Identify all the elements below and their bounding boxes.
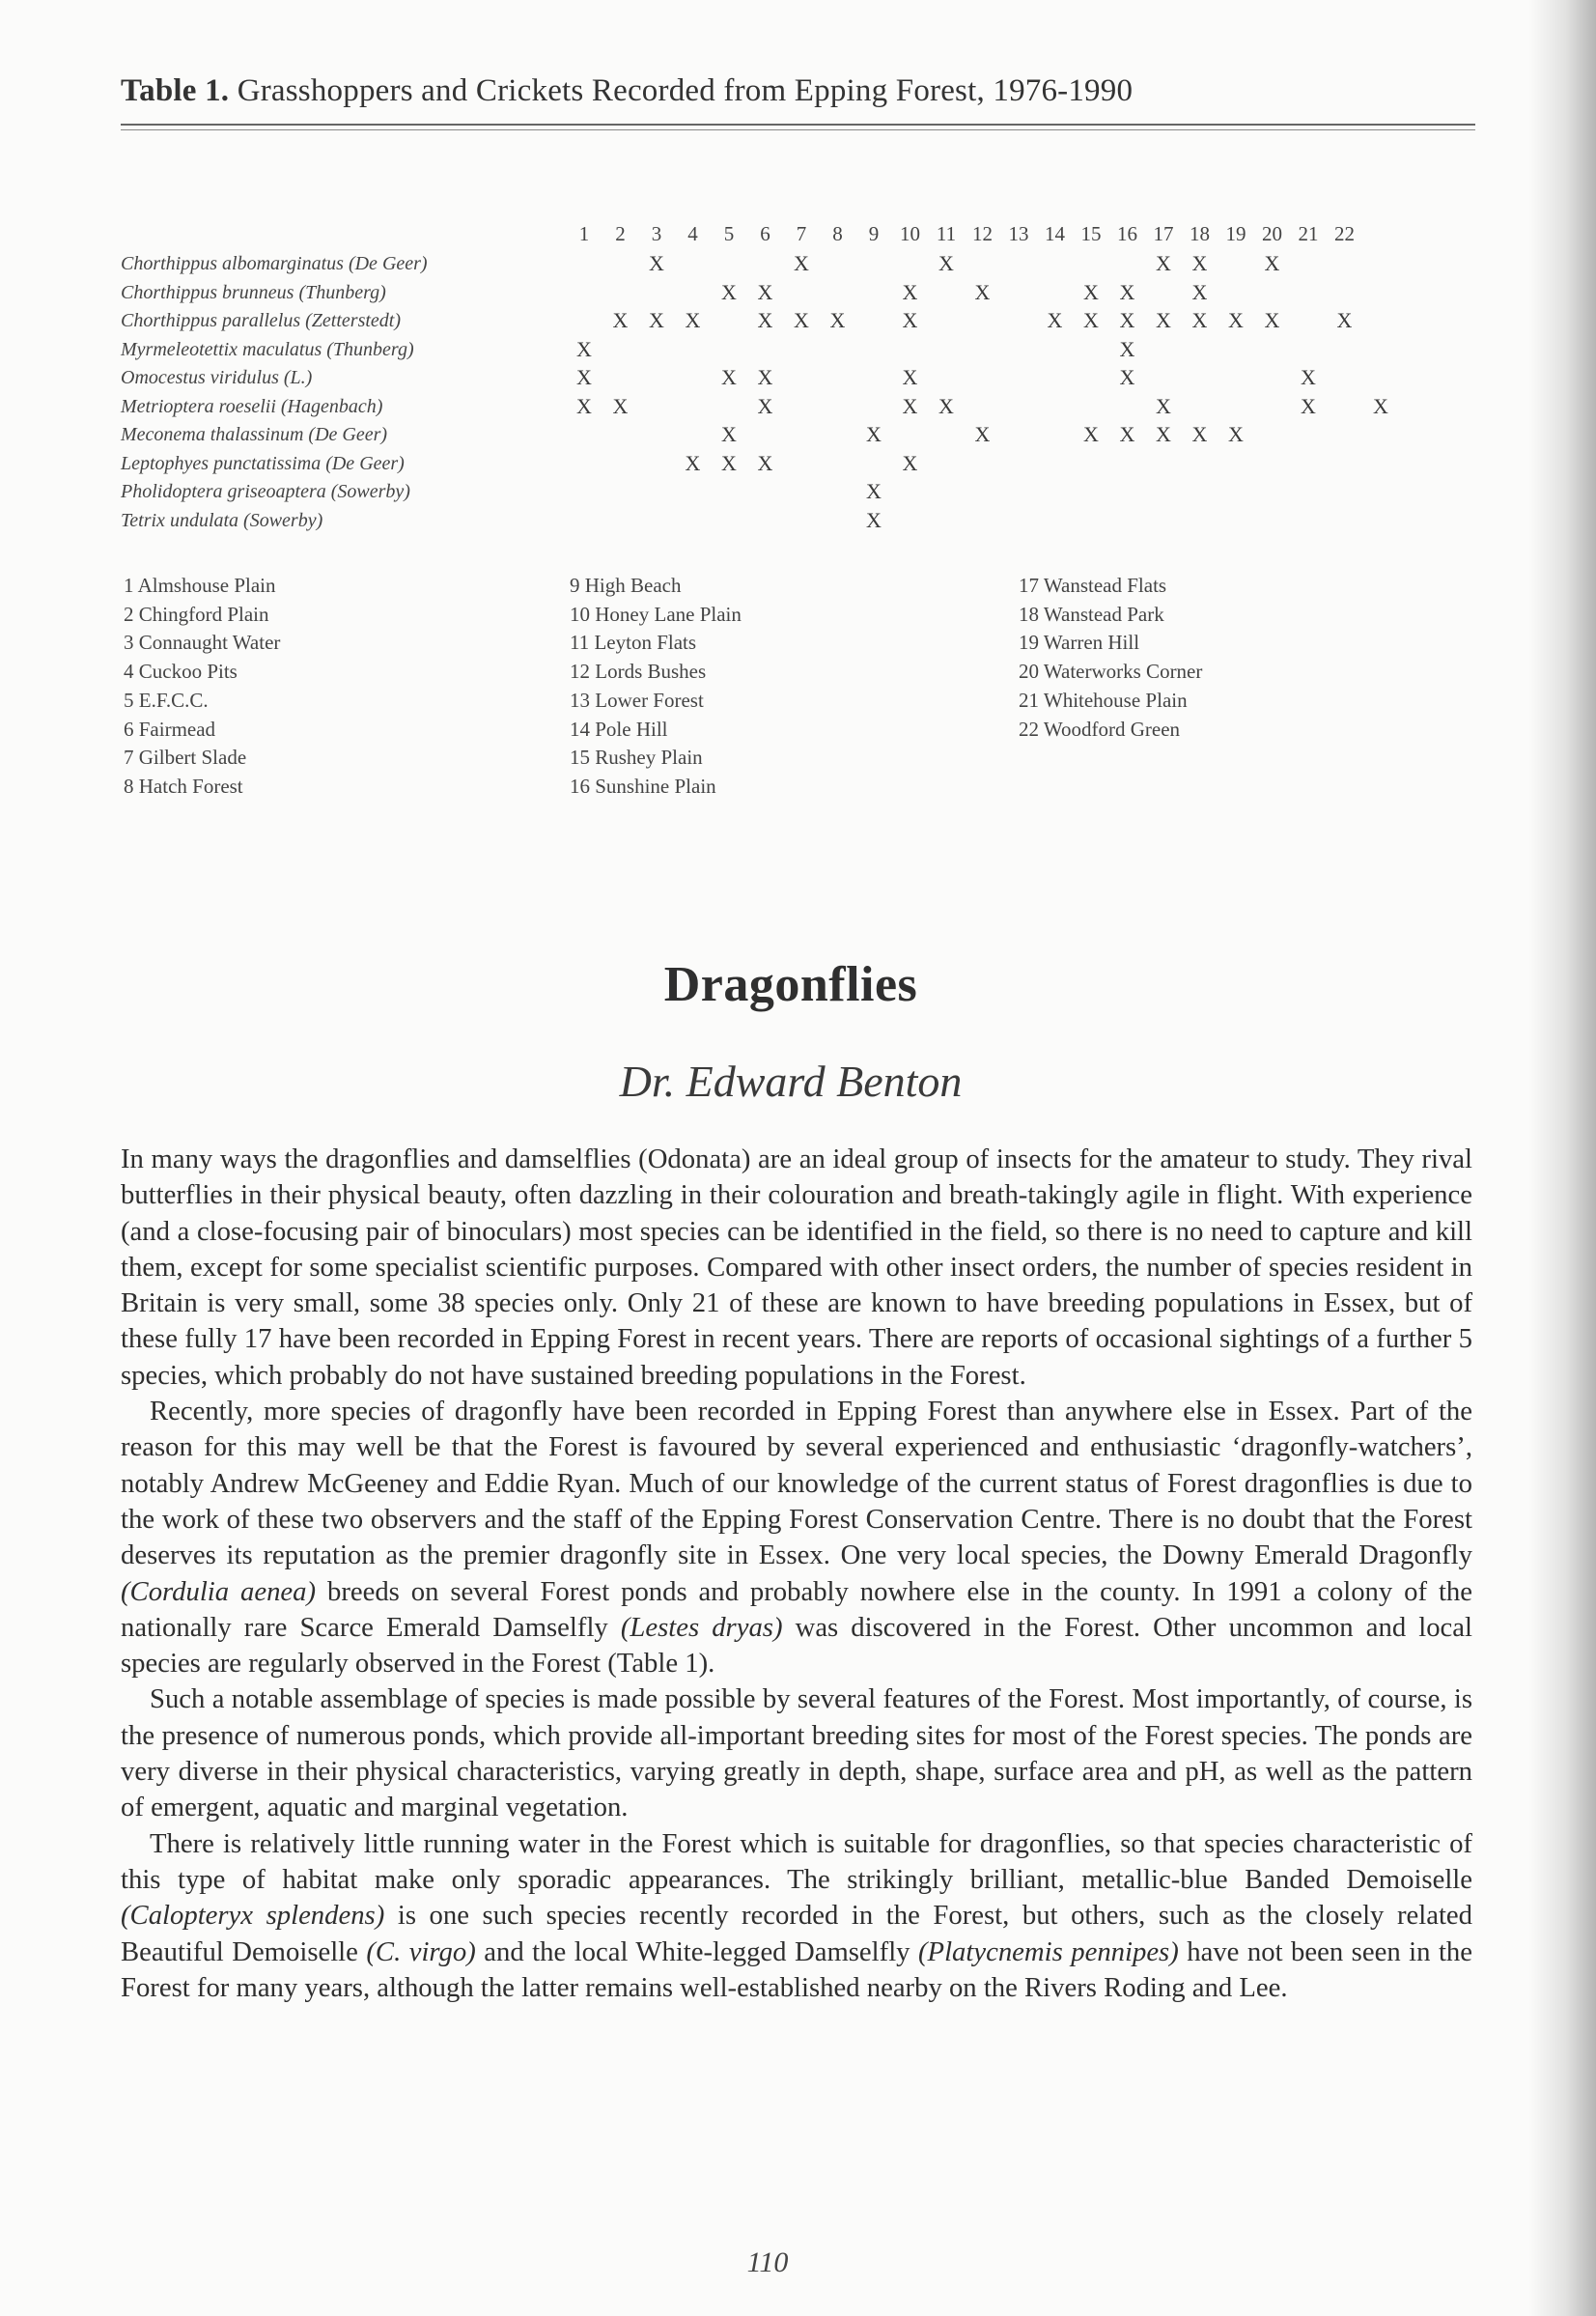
species-name-italic: (Platycnemis pennipes) xyxy=(918,1935,1179,1967)
occurrence-mark: X xyxy=(1156,422,1171,446)
text-run: Such a notable assemblage of species is made possible by several features of the Forest. Most importantly, of course, is the presence of numerous ponds, which provide all-important breeding sites for most of the Forest species. The ponds are very diverse in their physical characteristics, varying greatly in depth, shape, surface area and pH, as well as the pattern of emergent, aquatic and marginal vegetation. xyxy=(121,1683,1472,1823)
column-number: 2 xyxy=(615,222,626,245)
occurrence-mark: X xyxy=(938,251,954,275)
occurrence-mark: X xyxy=(1119,422,1135,446)
title-rule-thin xyxy=(121,129,1475,130)
location-entry: 8 Hatch Forest xyxy=(124,774,243,798)
page-number: 110 xyxy=(746,2246,789,2278)
occurrence-mark: X xyxy=(1336,308,1353,332)
occurrence-mark: X xyxy=(1119,365,1135,389)
occurrence-mark: X xyxy=(1119,308,1135,332)
occurrence-mark: X xyxy=(685,450,701,475)
occurrence-mark: X xyxy=(1119,336,1135,361)
occurrence-mark: X xyxy=(612,393,629,418)
body-paragraph xyxy=(121,1826,1472,2006)
column-number: 13 xyxy=(1008,222,1029,245)
occurrence-mark: X xyxy=(1083,279,1099,304)
occurrence-mark: X xyxy=(757,450,773,475)
occurrence-mark: X xyxy=(757,279,773,304)
location-entry: 1 Almshouse Plain xyxy=(124,574,276,597)
text-run: have not been seen in the Forest for many years, although the latter remains well-established nearby on the Rivers Roding and Lee. xyxy=(121,1935,1472,2003)
species-name-italic: (Lestes dryas) xyxy=(620,1611,783,1643)
occurrence-mark: X xyxy=(612,308,629,332)
occurrence-mark: X xyxy=(721,450,737,475)
location-entry: 7 Gilbert Slade xyxy=(124,746,247,770)
column-number: 15 xyxy=(1080,222,1102,245)
location-entry: 13 Lower Forest xyxy=(570,688,704,712)
species-name-italic: (Calopteryx splendens) xyxy=(121,1900,385,1932)
species-name: Chorthippus parallelus (Zetterstedt) xyxy=(121,310,401,331)
article-body xyxy=(121,1142,1472,2006)
occurrence-mark: X xyxy=(866,507,882,532)
location-entry: 4 Cuckoo Pits xyxy=(124,660,238,684)
location-entry: 18 Wanstead Park xyxy=(1019,602,1164,626)
occurrence-mark: X xyxy=(1191,422,1208,446)
column-number: 1 xyxy=(578,222,590,245)
occurrence-mark: X xyxy=(1301,365,1316,389)
column-number: 8 xyxy=(832,222,843,245)
species-name: Chorthippus albomarginatus (De Geer) xyxy=(121,253,428,274)
column-number: 21 xyxy=(1298,222,1319,245)
column-number: 9 xyxy=(868,222,880,245)
species-name: Tetrix undulata (Sowerby) xyxy=(121,509,323,531)
location-entry: 22 Woodford Green xyxy=(1019,717,1181,741)
occurrence-mark: X xyxy=(649,308,664,332)
occurrence-mark: X xyxy=(1191,251,1208,275)
occurrence-mark: X xyxy=(1191,308,1208,332)
species-name: Metrioptera roeselii (Hagenbach) xyxy=(121,395,383,417)
column-number: 10 xyxy=(900,222,920,245)
text-run: was discovered in the Forest. Other uncommon and local species are regularly observed in the Forest (Table 1). xyxy=(121,1611,1472,1680)
species-name: Myrmeleotettix maculatus (Thunberg) xyxy=(121,338,414,360)
species-name: Pholidoptera griseoaptera (Sowerby) xyxy=(121,481,410,502)
species-name: Omocestus viridulus (L.) xyxy=(121,367,313,388)
occurrence-mark: X xyxy=(576,393,592,418)
location-entry: 21 Whitehouse Plain xyxy=(1019,688,1188,712)
body-paragraph xyxy=(121,1142,1472,1394)
occurrence-mark: X xyxy=(902,308,918,332)
body-paragraph xyxy=(121,1394,1472,1681)
occurrence-mark: X xyxy=(576,365,592,389)
occurrence-mark: X xyxy=(902,279,918,304)
text-run: In many ways the dragonflies and damselflies (Odonata) are an ideal group of insects for the amateur to study. They rival butterflies in their physical beauty, often dazzling in their colouration and breath-takingly agile in flight. With experience (and a close-focusing pair of binoculars) most species can be identified in the field, so there is no need to capture and kill them, except for some specialist scientific purposes. Compared with other insect orders, the number of species resident in Britain is very small, some 38 species only. Only 21 of these are known to have breeding populations in Essex, but of these fully 17 have been recorded in Epping Forest in recent years. There are reports of occasional sightings of a further 5 species, which probably do not have sustained breeding populations in the Forest. xyxy=(121,1144,1472,1391)
occurrence-mark: X xyxy=(938,393,954,418)
occurrence-mark: X xyxy=(1228,308,1244,332)
occurrence-mark: X xyxy=(1083,422,1099,446)
location-entry: 19 Warren Hill xyxy=(1019,631,1140,655)
location-entry: 5 E.F.C.C. xyxy=(124,688,209,712)
occurrence-mark: X xyxy=(1156,308,1171,332)
column-number: 16 xyxy=(1117,222,1137,245)
location-entry: 2 Chingford Plain xyxy=(124,602,269,626)
column-number: 11 xyxy=(936,222,957,245)
location-entry: 9 High Beach xyxy=(570,574,682,597)
text-run: breeds on several Forest ponds and probably nowhere else in the county. In 1991 a colony of the nationally rare Scarce Emerald Damselfly xyxy=(121,1575,1472,1643)
occurrence-mark: X xyxy=(576,336,592,361)
table-label: Table 1. xyxy=(121,73,230,108)
occurrence-mark: X xyxy=(1156,393,1171,418)
occurrence-mark: X xyxy=(1228,422,1244,446)
column-number: 7 xyxy=(796,222,807,245)
species-name: Chorthippus brunneus (Thunberg) xyxy=(121,281,386,303)
text-run: There is relatively little running water in the Forest which is suitable for dragonflies, so that species characteristic of this type of habitat make only sporadic appearances. The strikingly brilliant, metallic-blue Banded Demoiselle xyxy=(121,1827,1472,1895)
occurrence-mark: X xyxy=(794,251,809,275)
occurrence-mark: X xyxy=(1119,279,1135,304)
occurrence-mark: X xyxy=(1047,308,1063,332)
occurrence-mark: X xyxy=(974,422,991,446)
column-number: 6 xyxy=(760,222,770,245)
location-entry: 17 Wanstead Flats xyxy=(1019,574,1167,597)
text-run: and the local White-legged Damselfly xyxy=(475,1935,918,1967)
occurrence-mark: X xyxy=(866,479,882,503)
occurrence-mark: X xyxy=(1373,393,1388,418)
occurrence-mark: X xyxy=(902,365,918,389)
column-number: 5 xyxy=(723,222,735,245)
occurrence-mark: X xyxy=(1156,251,1171,275)
body-paragraph xyxy=(121,1681,1472,1825)
occurrence-mark: X xyxy=(721,365,737,389)
page-edge-shadow xyxy=(1528,0,1596,2316)
column-number: 14 xyxy=(1045,222,1065,245)
article-heading: Dragonflies xyxy=(663,957,918,1012)
table-title xyxy=(121,73,1133,109)
article-author: Dr. Edward Benton xyxy=(619,1057,963,1106)
occurrence-mark: X xyxy=(902,450,918,475)
occurrence-mark: X xyxy=(757,308,773,332)
location-entry: 11 Leyton Flats xyxy=(570,631,697,655)
occurrence-mark: X xyxy=(685,308,701,332)
occurrence-mark: X xyxy=(974,279,991,304)
occurrence-mark: X xyxy=(1301,393,1316,418)
occurrence-mark: X xyxy=(1083,308,1099,332)
column-number: 3 xyxy=(651,222,662,245)
occurrence-mark: X xyxy=(721,279,737,304)
table-caption: Grasshoppers and Crickets Recorded from Epping Forest, 1976-1990 xyxy=(229,73,1134,108)
column-number: 17 xyxy=(1153,222,1174,245)
occurrence-mark: X xyxy=(902,393,918,418)
location-entry: 6 Fairmead xyxy=(124,717,216,741)
column-number: 19 xyxy=(1225,222,1246,245)
location-entry: 15 Rushey Plain xyxy=(570,746,703,770)
species-name-italic: (Cordulia aenea) xyxy=(121,1575,317,1607)
location-entry: 10 Honey Lane Plain xyxy=(570,602,742,626)
occurrence-mark: X xyxy=(757,393,773,418)
occurrence-mark: X xyxy=(829,308,846,332)
location-entry: 3 Connaught Water xyxy=(124,631,281,655)
occurrence-mark: X xyxy=(794,308,809,332)
occurrence-mark: X xyxy=(866,422,882,446)
column-number: 12 xyxy=(972,222,993,245)
column-number: 20 xyxy=(1262,222,1282,245)
occurrence-mark: X xyxy=(1191,279,1208,304)
location-entry: 12 Lords Bushes xyxy=(570,660,707,684)
column-number: 18 xyxy=(1190,222,1210,245)
occurrence-mark: X xyxy=(1264,251,1280,275)
title-rule xyxy=(121,124,1475,126)
occurrence-mark: X xyxy=(721,422,737,446)
species-name: Meconema thalassinum (De Geer) xyxy=(121,424,388,445)
species-name-italic: (C. virgo) xyxy=(366,1935,476,1967)
location-entry: 20 Waterworks Corner xyxy=(1019,660,1203,684)
text-run: is one such species recently recorded in the Forest, but others, such as the closely related Beautiful Demoiselle xyxy=(121,1900,1472,1967)
occurrence-mark: X xyxy=(1264,308,1280,332)
column-number: 22 xyxy=(1334,222,1355,245)
text-run: Recently, more species of dragonfly have been recorded in Epping Forest than anywhere else in Essex. Part of the reason for this may well be that the Forest is favoured by several experienced and enthusiastic ‘dragonfly-watchers’, notably Andrew McGeeney and Eddie Ryan. Much of our knowledge of the current status of Forest dragonflies is due to the work of these two observers and the staff of the Epping Forest Conservation Centre. There is no doubt that the Forest deserves its reputation as the premier dragonfly site in Essex. One very local species, the Downy Emerald Dragonfly xyxy=(121,1396,1472,1571)
occurrence-mark: X xyxy=(757,365,773,389)
column-number: 4 xyxy=(687,222,698,245)
occurrence-mark: X xyxy=(649,251,664,275)
species-name: Leptophyes punctatissima (De Geer) xyxy=(121,452,405,474)
location-entry: 14 Pole Hill xyxy=(570,717,668,741)
location-entry: 16 Sunshine Plain xyxy=(570,774,716,798)
